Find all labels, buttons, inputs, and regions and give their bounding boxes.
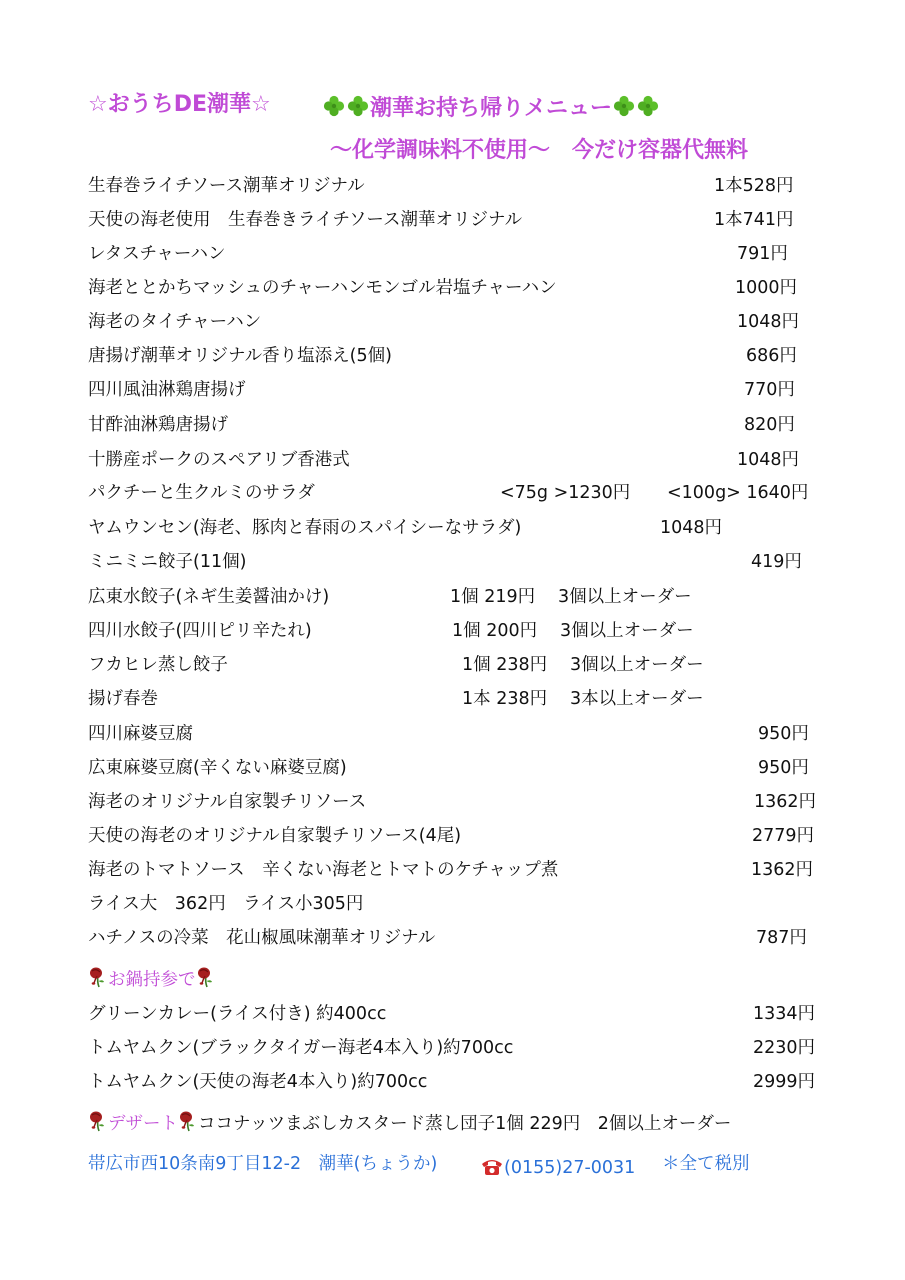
menu-item-price: 1362円	[751, 860, 814, 880]
menu-item-name: ミニミニ餃子(11個)	[88, 552, 247, 572]
wilted-flower-icon	[196, 966, 216, 988]
four-leaf-clover-icon	[636, 94, 660, 118]
menu-item-price: 1個 219円	[450, 587, 536, 607]
menu-item-price: 2779円	[752, 826, 815, 846]
menu-item-price: 1本528円	[714, 176, 794, 196]
wilted-flower-icon	[178, 1110, 198, 1132]
menu-item-name: フカヒレ蒸し餃子	[88, 655, 228, 675]
pot-note-text: お鍋持参で	[108, 970, 196, 990]
menu-item-name: 海老のトマトソース 辛くない海老とトマトのケチャップ煮	[88, 860, 559, 880]
menu-item-name: 広東水餃子(ネギ生姜醤油かけ)	[88, 587, 330, 607]
menu-item-rice: ライス大 362円 ライス小305円	[88, 894, 364, 914]
menu-item-name: 広東麻婆豆腐(辛くない麻婆豆腐)	[88, 758, 347, 778]
menu-item-name: 四川風油淋鶏唐揚げ	[88, 380, 246, 400]
menu-item-price: <75g >1230円	[500, 483, 631, 503]
header-title-row	[322, 94, 660, 120]
dessert-row	[88, 1110, 731, 1134]
pot-item-price: 1334円	[753, 1004, 816, 1024]
menu-item-name: ヤムウンセン(海老、豚肉と春雨のスパイシーなサラダ)	[88, 518, 522, 538]
menu-item-price: 1362円	[754, 792, 817, 812]
telephone-icon	[480, 1156, 504, 1176]
menu-item-name: 海老ととかちマッシュのチャーハンモンゴル岩塩チャーハン	[88, 278, 557, 298]
menu-item-name: 唐揚げ潮華オリジナル香り塩添え(5個)	[88, 346, 392, 366]
header-left: ☆おうちDE潮華☆	[88, 92, 271, 117]
menu-item-price: 1個 238円	[462, 655, 548, 675]
menu-item-price: 1048円	[660, 518, 723, 538]
header-title: 潮華お持ち帰りメニュー	[370, 96, 613, 121]
pot-item-name: トムヤムクン(天使の海老4本入り)約700cc	[88, 1072, 428, 1092]
menu-item-price: 820円	[744, 415, 795, 435]
menu-item-price: 950円	[758, 724, 809, 744]
menu-item-price: 770円	[744, 380, 795, 400]
footer-phone	[480, 1156, 635, 1178]
dessert-label: デザート	[108, 1114, 178, 1134]
menu-item-name: 十勝産ポークのスペアリブ香港式	[88, 450, 350, 470]
footer-phone-number: (0155)27-0031	[504, 1158, 636, 1178]
menu-item-name: 海老のオリジナル自家製チリソース	[88, 792, 367, 812]
four-leaf-clover-icon	[322, 94, 346, 118]
menu-item-name: 天使の海老のオリジナル自家製チリソース(4尾)	[88, 826, 462, 846]
menu-item-price: 419円	[751, 552, 802, 572]
menu-item-order-note: 3個以上オーダー	[570, 655, 704, 675]
header-subtitle: 〜化学調味料不使用〜 今だけ容器代無料	[330, 138, 749, 163]
menu-item-order-note: 3個以上オーダー	[560, 621, 694, 641]
menu-item-price: 787円	[756, 928, 807, 948]
menu-item-name: パクチーと生クルミのサラダ	[88, 483, 315, 503]
pot-note	[88, 966, 216, 990]
menu-item-name: 揚げ春巻	[88, 689, 158, 709]
menu-item-price: 686円	[746, 346, 797, 366]
footer-tax-note: ＊全て税別	[662, 1154, 750, 1174]
menu-item-name: 天使の海老使用 生春巻きライチソース潮華オリジナル	[88, 210, 523, 230]
four-leaf-clover-icon	[346, 94, 370, 118]
menu-item-name: 甘酢油淋鶏唐揚げ	[88, 415, 228, 435]
menu-item-price: 1本 238円	[462, 689, 548, 709]
dessert-text: ココナッツまぶしカスタード蒸し団子1個 229円 2個以上オーダー	[198, 1114, 732, 1134]
menu-item-order-note: 3個以上オーダー	[558, 587, 692, 607]
menu-item-price: 1048円	[737, 450, 800, 470]
four-leaf-clover-icon	[612, 94, 636, 118]
menu-item-price: 1個 200円	[452, 621, 538, 641]
menu-item-price: 791円	[737, 244, 788, 264]
pot-item-price: 2999円	[753, 1072, 816, 1092]
pot-item-price: 2230円	[753, 1038, 816, 1058]
footer-address: 帯広市西10条南9丁目12-2 潮華(ちょうか)	[88, 1154, 438, 1174]
menu-item-order-note: 3本以上オーダー	[570, 689, 704, 709]
menu-item-price: 1本741円	[714, 210, 794, 230]
menu-item-price: 1048円	[737, 312, 800, 332]
menu-item-price: 950円	[758, 758, 809, 778]
menu-item-name: ハチノスの冷菜 花山椒風味潮華オリジナル	[88, 928, 436, 948]
menu-item-name: 海老のタイチャーハン	[88, 312, 262, 332]
menu-item-name: 生春巻ライチソース潮華オリジナル	[88, 176, 365, 196]
pot-item-name: グリーンカレー(ライス付き) 約400cc	[88, 1004, 387, 1024]
wilted-flower-icon	[88, 966, 108, 988]
menu-item-price-large: <100g> 1640円	[667, 483, 809, 503]
menu-item-name: レタスチャーハン	[88, 244, 226, 264]
menu-item-price: 1000円	[735, 278, 798, 298]
menu-item-name: 四川麻婆豆腐	[88, 724, 193, 744]
menu-item-name: 四川水餃子(四川ピリ辛たれ)	[88, 621, 312, 641]
wilted-flower-icon	[88, 1110, 108, 1132]
pot-item-name: トムヤムクン(ブラックタイガー海老4本入り)約700cc	[88, 1038, 514, 1058]
